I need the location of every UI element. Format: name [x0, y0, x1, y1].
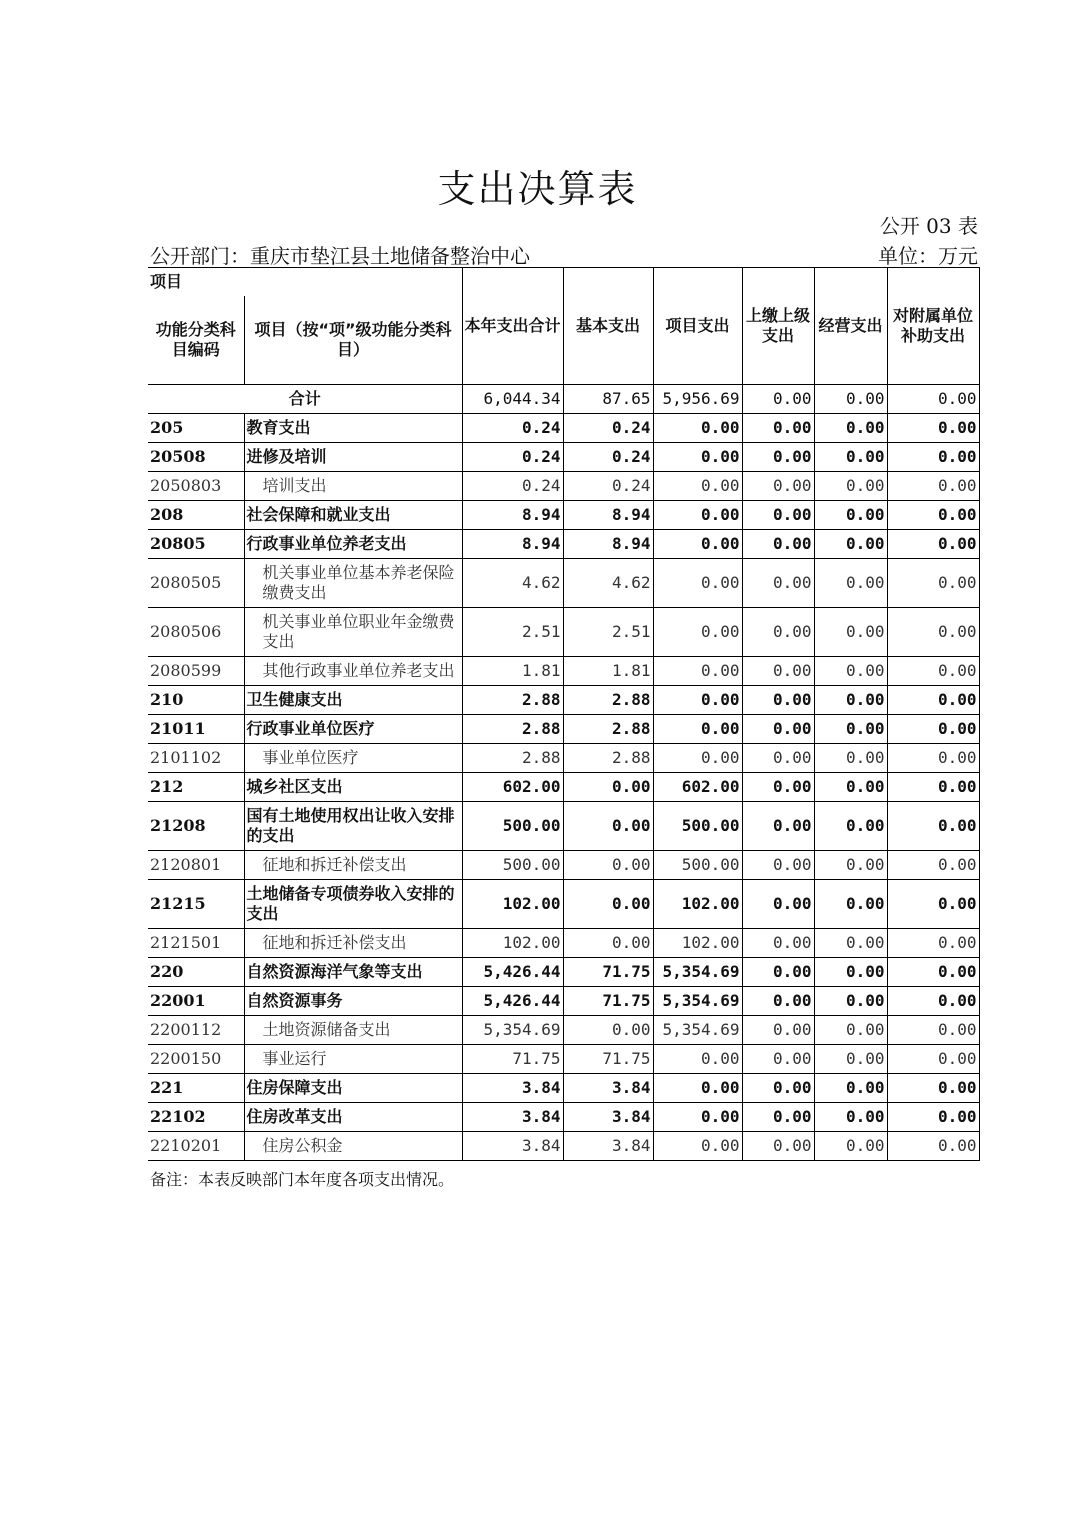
- row-value: 0.00: [887, 443, 979, 472]
- row-value: 3.84: [563, 1103, 653, 1132]
- table-row: [148, 802, 979, 851]
- row-value: 0.00: [653, 472, 742, 501]
- row-value: 0.00: [563, 880, 653, 929]
- form-number: 公开 03 表: [879, 214, 978, 238]
- row-value: 0.00: [887, 802, 979, 851]
- row-value: 5,354.69: [653, 987, 742, 1016]
- row-value: 0.00: [653, 559, 742, 608]
- row-name: 进修及培训: [244, 443, 462, 472]
- row-value: 0.00: [887, 657, 979, 686]
- row-value: 0.00: [887, 414, 979, 443]
- row-value: 0.00: [742, 559, 814, 608]
- row-value: 2.51: [563, 608, 653, 657]
- row-value: 0.00: [653, 1074, 742, 1103]
- row-value: 0.00: [887, 472, 979, 501]
- header-project: 项目: [148, 268, 462, 297]
- row-value: 0.00: [742, 1132, 814, 1161]
- table-row: [148, 472, 979, 501]
- row-value: 0.24: [462, 443, 563, 472]
- row-value: 2.88: [462, 744, 563, 773]
- row-value: 0.00: [814, 773, 887, 802]
- row-name: 行政事业单位医疗: [244, 715, 462, 744]
- header-code: 功能分类科目编码: [148, 296, 244, 385]
- footnote: 备注：本表反映部门本年度各项支出情况。: [150, 1170, 455, 1189]
- table-row: [148, 686, 979, 715]
- row-value: 0.00: [887, 929, 979, 958]
- row-value: 0.00: [887, 559, 979, 608]
- row-value: 0.00: [887, 1045, 979, 1074]
- row-value: 0.00: [814, 987, 887, 1016]
- row-value: 0.00: [742, 686, 814, 715]
- row-value: 0.00: [814, 851, 887, 880]
- header-upper: 上缴上级支出: [742, 268, 814, 385]
- row-value: 5,426.44: [462, 958, 563, 987]
- row-value: 0.00: [742, 530, 814, 559]
- row-value: 1.81: [462, 657, 563, 686]
- row-value: 0.00: [742, 880, 814, 929]
- row-value: 102.00: [462, 880, 563, 929]
- row-value: 71.75: [563, 987, 653, 1016]
- row-value: 500.00: [462, 802, 563, 851]
- row-name: 教育支出: [244, 414, 462, 443]
- table-row: [148, 744, 979, 773]
- row-value: 0.00: [563, 851, 653, 880]
- row-code: 2210201: [148, 1132, 244, 1161]
- table-row: [148, 657, 979, 686]
- row-value: 0.00: [887, 501, 979, 530]
- table-row: [148, 880, 979, 929]
- row-code: 208: [148, 501, 244, 530]
- row-value: 0.00: [742, 443, 814, 472]
- header-subsidy: 对附属单位补助支出: [887, 268, 979, 385]
- row-value: 500.00: [653, 802, 742, 851]
- row-code: 21208: [148, 802, 244, 851]
- row-value: 0.00: [887, 880, 979, 929]
- row-name: 征地和拆迁补偿支出: [244, 851, 462, 880]
- table-row: [148, 929, 979, 958]
- row-value: 102.00: [462, 929, 563, 958]
- row-code: 2080505: [148, 559, 244, 608]
- row-value: 0.24: [563, 472, 653, 501]
- expenditure-table: [148, 267, 980, 1161]
- row-value: 0.00: [742, 414, 814, 443]
- row-value: 0.00: [814, 1074, 887, 1103]
- row-value: 5,354.69: [653, 958, 742, 987]
- row-value: 8.94: [462, 501, 563, 530]
- row-name: 城乡社区支出: [244, 773, 462, 802]
- row-value: 0.00: [887, 773, 979, 802]
- row-value: 0.00: [653, 443, 742, 472]
- row-value: 2.51: [462, 608, 563, 657]
- row-name: 国有土地使用权出让收入安排的支出: [244, 802, 462, 851]
- row-value: 2.88: [563, 686, 653, 715]
- row-value: 71.75: [462, 1045, 563, 1074]
- row-value: 0.00: [814, 501, 887, 530]
- row-code: 221: [148, 1074, 244, 1103]
- header-basic: 基本支出: [563, 268, 653, 385]
- row-code: 205: [148, 414, 244, 443]
- row-value: 0.00: [742, 1045, 814, 1074]
- row-value: 0.00: [814, 715, 887, 744]
- row-value: 2.88: [563, 715, 653, 744]
- row-value: 8.94: [563, 530, 653, 559]
- row-value: 0.00: [814, 958, 887, 987]
- row-value: 602.00: [653, 773, 742, 802]
- row-name: 机关事业单位基本养老保险缴费支出: [244, 559, 462, 608]
- row-name: 征地和拆迁补偿支出: [244, 929, 462, 958]
- row-value: 3.84: [462, 1103, 563, 1132]
- row-value: 0.00: [742, 929, 814, 958]
- row-value: 0.00: [887, 608, 979, 657]
- row-value: 8.94: [563, 501, 653, 530]
- row-value: 0.24: [462, 414, 563, 443]
- row-value: 0.00: [653, 1045, 742, 1074]
- row-value: 1.81: [563, 657, 653, 686]
- row-name: 机关事业单位职业年金缴费支出: [244, 608, 462, 657]
- row-value: 0.00: [742, 1016, 814, 1045]
- row-value: 0.00: [887, 1016, 979, 1045]
- table-row: [148, 443, 979, 472]
- row-name: 行政事业单位养老支出: [244, 530, 462, 559]
- row-value: 0.00: [653, 744, 742, 773]
- total-value: 0.00: [887, 385, 979, 414]
- row-code: 20508: [148, 443, 244, 472]
- row-value: 0.00: [653, 657, 742, 686]
- row-code: 220: [148, 958, 244, 987]
- row-value: 0.00: [742, 851, 814, 880]
- table-row: [148, 773, 979, 802]
- row-name: 土地储备专项债券收入安排的支出: [244, 880, 462, 929]
- row-value: 0.00: [742, 1103, 814, 1132]
- row-value: 0.24: [563, 414, 653, 443]
- row-value: 500.00: [462, 851, 563, 880]
- row-value: 0.00: [742, 657, 814, 686]
- row-code: 210: [148, 686, 244, 715]
- unit-label: 单位：万元: [878, 244, 978, 268]
- row-code: 2080506: [148, 608, 244, 657]
- row-value: 5,354.69: [462, 1016, 563, 1045]
- row-name: 土地资源储备支出: [244, 1016, 462, 1045]
- table-row: [148, 608, 979, 657]
- header-total: 本年支出合计: [462, 268, 563, 385]
- row-value: 0.00: [563, 1016, 653, 1045]
- header-name: 项目（按“项”级功能分类科目）: [244, 296, 462, 385]
- row-value: 0.00: [742, 802, 814, 851]
- row-value: 0.00: [814, 608, 887, 657]
- row-value: 0.00: [653, 501, 742, 530]
- row-code: 2050803: [148, 472, 244, 501]
- row-name: 住房保障支出: [244, 1074, 462, 1103]
- table-row: [148, 1074, 979, 1103]
- row-name: 卫生健康支出: [244, 686, 462, 715]
- row-value: 0.00: [887, 987, 979, 1016]
- row-name: 自然资源事务: [244, 987, 462, 1016]
- row-value: 0.00: [887, 686, 979, 715]
- row-value: 0.00: [563, 773, 653, 802]
- row-value: 0.00: [814, 1132, 887, 1161]
- row-code: 2120801: [148, 851, 244, 880]
- row-code: 2101102: [148, 744, 244, 773]
- row-value: 5,354.69: [653, 1016, 742, 1045]
- table-row: [148, 1132, 979, 1161]
- row-value: 0.00: [814, 443, 887, 472]
- table-row: [148, 414, 979, 443]
- row-value: 0.00: [653, 414, 742, 443]
- row-value: 0.00: [653, 1132, 742, 1161]
- row-value: 0.00: [742, 472, 814, 501]
- row-value: 0.00: [814, 657, 887, 686]
- row-value: 0.00: [887, 1132, 979, 1161]
- page-title: 支出决算表: [437, 167, 638, 211]
- total-label: 合计: [148, 385, 462, 414]
- total-value: 6,044.34: [462, 385, 563, 414]
- row-name: 培训支出: [244, 472, 462, 501]
- row-value: 4.62: [563, 559, 653, 608]
- total-row: [148, 385, 979, 414]
- header-project-exp: 项目支出: [653, 268, 742, 385]
- row-value: 3.84: [462, 1132, 563, 1161]
- row-name: 自然资源海洋气象等支出: [244, 958, 462, 987]
- row-value: 0.00: [814, 472, 887, 501]
- row-value: 0.00: [814, 414, 887, 443]
- row-value: 3.84: [563, 1132, 653, 1161]
- table-row: [148, 501, 979, 530]
- row-value: 5,426.44: [462, 987, 563, 1016]
- row-name: 住房公积金: [244, 1132, 462, 1161]
- row-value: 3.84: [563, 1074, 653, 1103]
- row-code: 20805: [148, 530, 244, 559]
- row-value: 0.00: [653, 530, 742, 559]
- row-code: 22001: [148, 987, 244, 1016]
- row-value: 0.00: [814, 559, 887, 608]
- total-value: 0.00: [814, 385, 887, 414]
- row-value: 0.00: [814, 802, 887, 851]
- row-name: 住房改革支出: [244, 1103, 462, 1132]
- row-value: 0.00: [742, 773, 814, 802]
- row-code: 22102: [148, 1103, 244, 1132]
- table-row: [148, 530, 979, 559]
- row-value: 0.00: [814, 880, 887, 929]
- row-value: 0.00: [814, 530, 887, 559]
- row-value: 0.00: [653, 686, 742, 715]
- row-code: 2200112: [148, 1016, 244, 1045]
- row-code: 2200150: [148, 1045, 244, 1074]
- row-name: 事业运行: [244, 1045, 462, 1074]
- row-value: 0.00: [742, 501, 814, 530]
- row-value: 500.00: [653, 851, 742, 880]
- row-code: 21215: [148, 880, 244, 929]
- table-row: [148, 559, 979, 608]
- table-row: [148, 1016, 979, 1045]
- row-value: 102.00: [653, 880, 742, 929]
- row-value: 0.00: [653, 608, 742, 657]
- row-value: 102.00: [653, 929, 742, 958]
- row-value: 0.00: [814, 744, 887, 773]
- table-row: [148, 1045, 979, 1074]
- row-value: 0.00: [887, 851, 979, 880]
- row-value: 0.00: [887, 1103, 979, 1132]
- row-value: 2.88: [462, 715, 563, 744]
- row-value: 0.24: [462, 472, 563, 501]
- row-value: 0.00: [742, 608, 814, 657]
- table-row: [148, 715, 979, 744]
- table-row: [148, 958, 979, 987]
- row-value: 71.75: [563, 958, 653, 987]
- row-code: 2121501: [148, 929, 244, 958]
- row-value: 0.00: [814, 929, 887, 958]
- row-name: 社会保障和就业支出: [244, 501, 462, 530]
- row-value: 2.88: [462, 686, 563, 715]
- row-value: 0.24: [563, 443, 653, 472]
- row-value: 0.00: [563, 929, 653, 958]
- row-value: 2.88: [563, 744, 653, 773]
- row-value: 0.00: [887, 715, 979, 744]
- row-value: 0.00: [742, 958, 814, 987]
- row-value: 0.00: [742, 744, 814, 773]
- department-label: 公开部门：重庆市垫江县土地储备整治中心: [150, 244, 530, 268]
- row-value: 0.00: [814, 1045, 887, 1074]
- table-row: [148, 851, 979, 880]
- row-value: 0.00: [653, 715, 742, 744]
- row-value: 602.00: [462, 773, 563, 802]
- row-value: 4.62: [462, 559, 563, 608]
- header-business: 经营支出: [814, 268, 887, 385]
- row-value: 0.00: [742, 715, 814, 744]
- row-value: 0.00: [887, 744, 979, 773]
- table-row: [148, 1103, 979, 1132]
- total-value: 5,956.69: [653, 385, 742, 414]
- row-value: 0.00: [887, 1074, 979, 1103]
- row-value: 8.94: [462, 530, 563, 559]
- row-value: 0.00: [653, 1103, 742, 1132]
- total-value: 87.65: [563, 385, 653, 414]
- row-value: 0.00: [887, 958, 979, 987]
- row-code: 212: [148, 773, 244, 802]
- row-value: 71.75: [563, 1045, 653, 1074]
- total-value: 0.00: [742, 385, 814, 414]
- row-value: 3.84: [462, 1074, 563, 1103]
- row-value: 0.00: [742, 1074, 814, 1103]
- row-value: 0.00: [814, 686, 887, 715]
- row-value: 0.00: [887, 530, 979, 559]
- table-row: [148, 987, 979, 1016]
- row-value: 0.00: [563, 802, 653, 851]
- row-name: 其他行政事业单位养老支出: [244, 657, 462, 686]
- row-value: 0.00: [742, 987, 814, 1016]
- row-name: 事业单位医疗: [244, 744, 462, 773]
- row-code: 21011: [148, 715, 244, 744]
- row-code: 2080599: [148, 657, 244, 686]
- row-value: 0.00: [814, 1016, 887, 1045]
- row-value: 0.00: [814, 1103, 887, 1132]
